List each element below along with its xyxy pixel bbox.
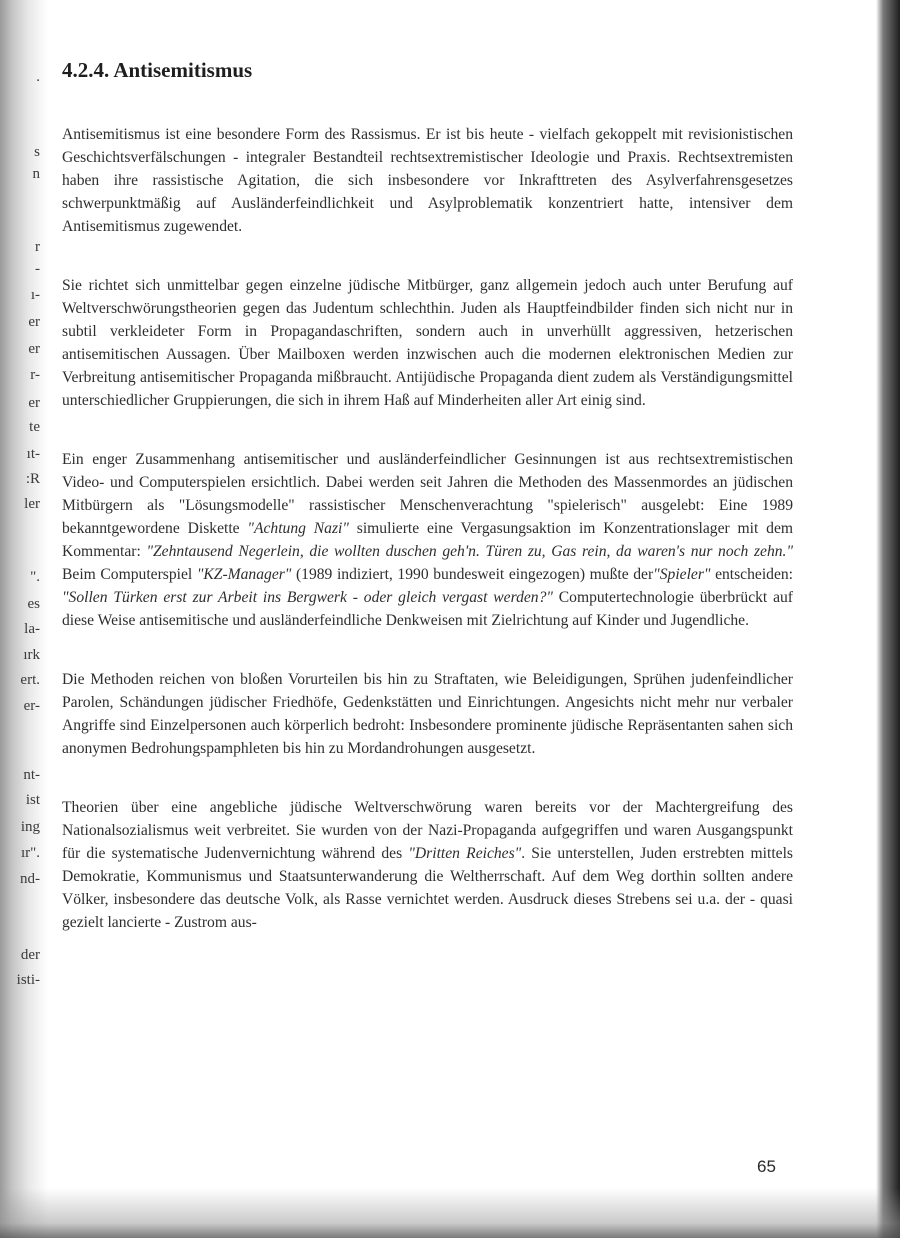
paragraph-3-text-2: simulierte eine Vergasungsaktion im Konzentrationslager mit dem Kommentar:: [62, 520, 794, 560]
quote-spieler: "Spieler": [653, 566, 711, 583]
facing-page-margin: [0, 0, 44, 1238]
margin-fragment: er: [28, 341, 40, 357]
quote-sollen-tuerken: "Sollen Türken erst zur Arbeit ins Bergwerk - oder gleich vergast werden?": [62, 589, 553, 606]
margin-fragment: ler: [24, 496, 40, 512]
margin-fragment: r: [35, 239, 40, 255]
paragraph-3-text-4: (1989 indiziert, 1990 bundesweit eingezogen) mußte der: [291, 566, 654, 583]
margin-fragment: ".: [30, 569, 40, 585]
margin-fragment: :R: [25, 471, 40, 487]
margin-fragment: ist: [25, 792, 40, 808]
paragraph-5: [62, 796, 793, 934]
margin-fragment: .: [36, 69, 40, 85]
quote-dritten-reiches: "Dritten Reiches": [408, 845, 522, 862]
margin-fragment: s: [34, 144, 40, 160]
margin-fragment: nd-: [20, 871, 40, 887]
margin-fragment: ıt-: [26, 446, 40, 462]
page-edge-shadow: [876, 0, 900, 1238]
margin-fragment: er-: [23, 698, 40, 714]
paragraph-2: Sie richtet sich unmittelbar gegen einzelne jüdische Mitbürger, ganz allgemein jedoch auch unter Berufung auf Weltverschwörungstheorien gegen das Judentum schlechthin. Juden als Hauptfeindbilder finden sich nicht nur in subtil verkleideter Form in Propagandaschriften, sondern auch in unverhüllt aggressiven, hetzerischen antisemitischen Aussagen. Über Mailboxen werden inzwischen auch die modernen elektronischen Medien zur Verbreitung antisemitischer Propaganda mißbraucht. Antijüdische Propaganda dient zudem als Verständigungsmittel unterschiedlicher Gruppierungen, die sich in ihrem Haß auf Minderheiten aller Art einig sind.: [62, 277, 793, 409]
margin-fragment: ing: [20, 819, 40, 835]
paragraph-1: Antisemitismus ist eine besondere Form des Rassismus. Er ist bis heute - vielfach gekoppelt mit revisionistischen Geschichtsverfälschungen - integraler Bestandteil rechtsextremistischer Ideologie und Praxis. Rechtsextremisten haben ihre rassistische Agitation, die sich insbesondere vor Inkrafttreten des Asylverfahrensgesetzes schwerpunktmäßig auf Ausländerfeindlichkeit und Asylproblematik konzentriert hatte, intensiver dem Antisemitismus zugewendet.: [62, 126, 793, 235]
paragraph-3-text-3: Beim Computerspiel: [62, 566, 197, 583]
margin-fragment: n: [32, 166, 40, 182]
paragraph-5-text-2: . Sie unterstellen, Juden erstrebten mittels Demokratie, Kommunismus und Staatsunterwanderung die Weltherrschaft. Auf dem Weg dorthin sollten andere Völker, insbesondere das deutsche Volk, als Rasse vernichtet werden. Ausdruck dieses Strebens sei u.a. der - quasi gezielt lancierte - Zustrom aus-: [62, 845, 793, 931]
margin-fragment: es: [27, 596, 40, 612]
margin-fragment: der: [20, 947, 40, 963]
margin-fragment: nt-: [23, 767, 40, 783]
margin-fragment: -: [35, 261, 40, 277]
margin-fragment: r-: [30, 367, 40, 383]
document-page: [62, 58, 793, 970]
page-bottom-shadow: [0, 1188, 900, 1238]
margin-fragment: la-: [24, 621, 40, 637]
margin-fragment: ı-: [30, 287, 40, 303]
margin-fragment: te: [29, 419, 40, 435]
paragraph-5-text-1: Theorien über eine angebliche jüdische Weltverschwörung waren bereits vor der Machtergreifung des Nationalsozialismus weit verbreitet. Sie wurden von der Nazi-Propaganda aufgegriffen und waren Ausgangspunkt für die systematische Judenvernichtung während des: [62, 799, 793, 862]
quote-kz-manager: "KZ-Manager": [196, 566, 292, 583]
paragraph-3-text-1: Ein enger Zusammenhang antisemitischer und ausländerfeindlicher Gesinnungen ist aus rechtsextremistischen Video- und Computerspielen ersichtlich. Dabei werden seit Jahren die Methoden des Massenmordes an jüdischen Mitbürgern als "Lösungsmodelle" rassistischer Menschenverachtung "spielerisch" ausgelebt: Eine 1989 bekanntgewordene Diskette: [62, 451, 793, 537]
paragraph-4: Die Methoden reichen von bloßen Vorurteilen bis hin zu Straftaten, wie Beleidigungen, Sprühen judenfeindlicher Parolen, Schändungen jüdischer Friedhöfe, Gedenkstätten und Einrichtungen. Angesichts nicht mehr nur verbaler Angriffe sind Einzelpersonen auch körperlich bedroht: Insbesondere prominente jüdische Repräsentanten sahen sich anonymen Bedrohungspamphleten bis hin zu Mordandrohungen ausgesetzt.: [62, 671, 793, 757]
section-heading: 4.2.4. Antisemitismus: [62, 58, 253, 82]
quote-achtung-nazi: "Achtung Nazi": [247, 520, 349, 537]
margin-fragment: er: [28, 395, 40, 411]
paragraph-3: [62, 448, 793, 632]
paragraph-3-text-6: Computertechnologie überbrückt auf diese Weise antisemitische und ausländerfeindliche Denkweisen mit Zielrichtung auf Kinder und Jugendliche.: [62, 589, 793, 629]
margin-fragment: er: [28, 314, 40, 330]
margin-fragment: ır".: [20, 845, 40, 861]
paragraph-3-text-5: entscheiden:: [710, 566, 794, 583]
page-number: 65: [757, 1157, 776, 1176]
margin-fragment: ırk: [23, 647, 40, 663]
margin-fragment: isti-: [16, 972, 40, 988]
margin-fragment: ert.: [20, 672, 40, 688]
quote-zehntausend: "Zehntausend Negerlein, die wollten duschen geh'n. Türen zu, Gas rein, da waren's nur noch zehn.": [146, 543, 793, 560]
